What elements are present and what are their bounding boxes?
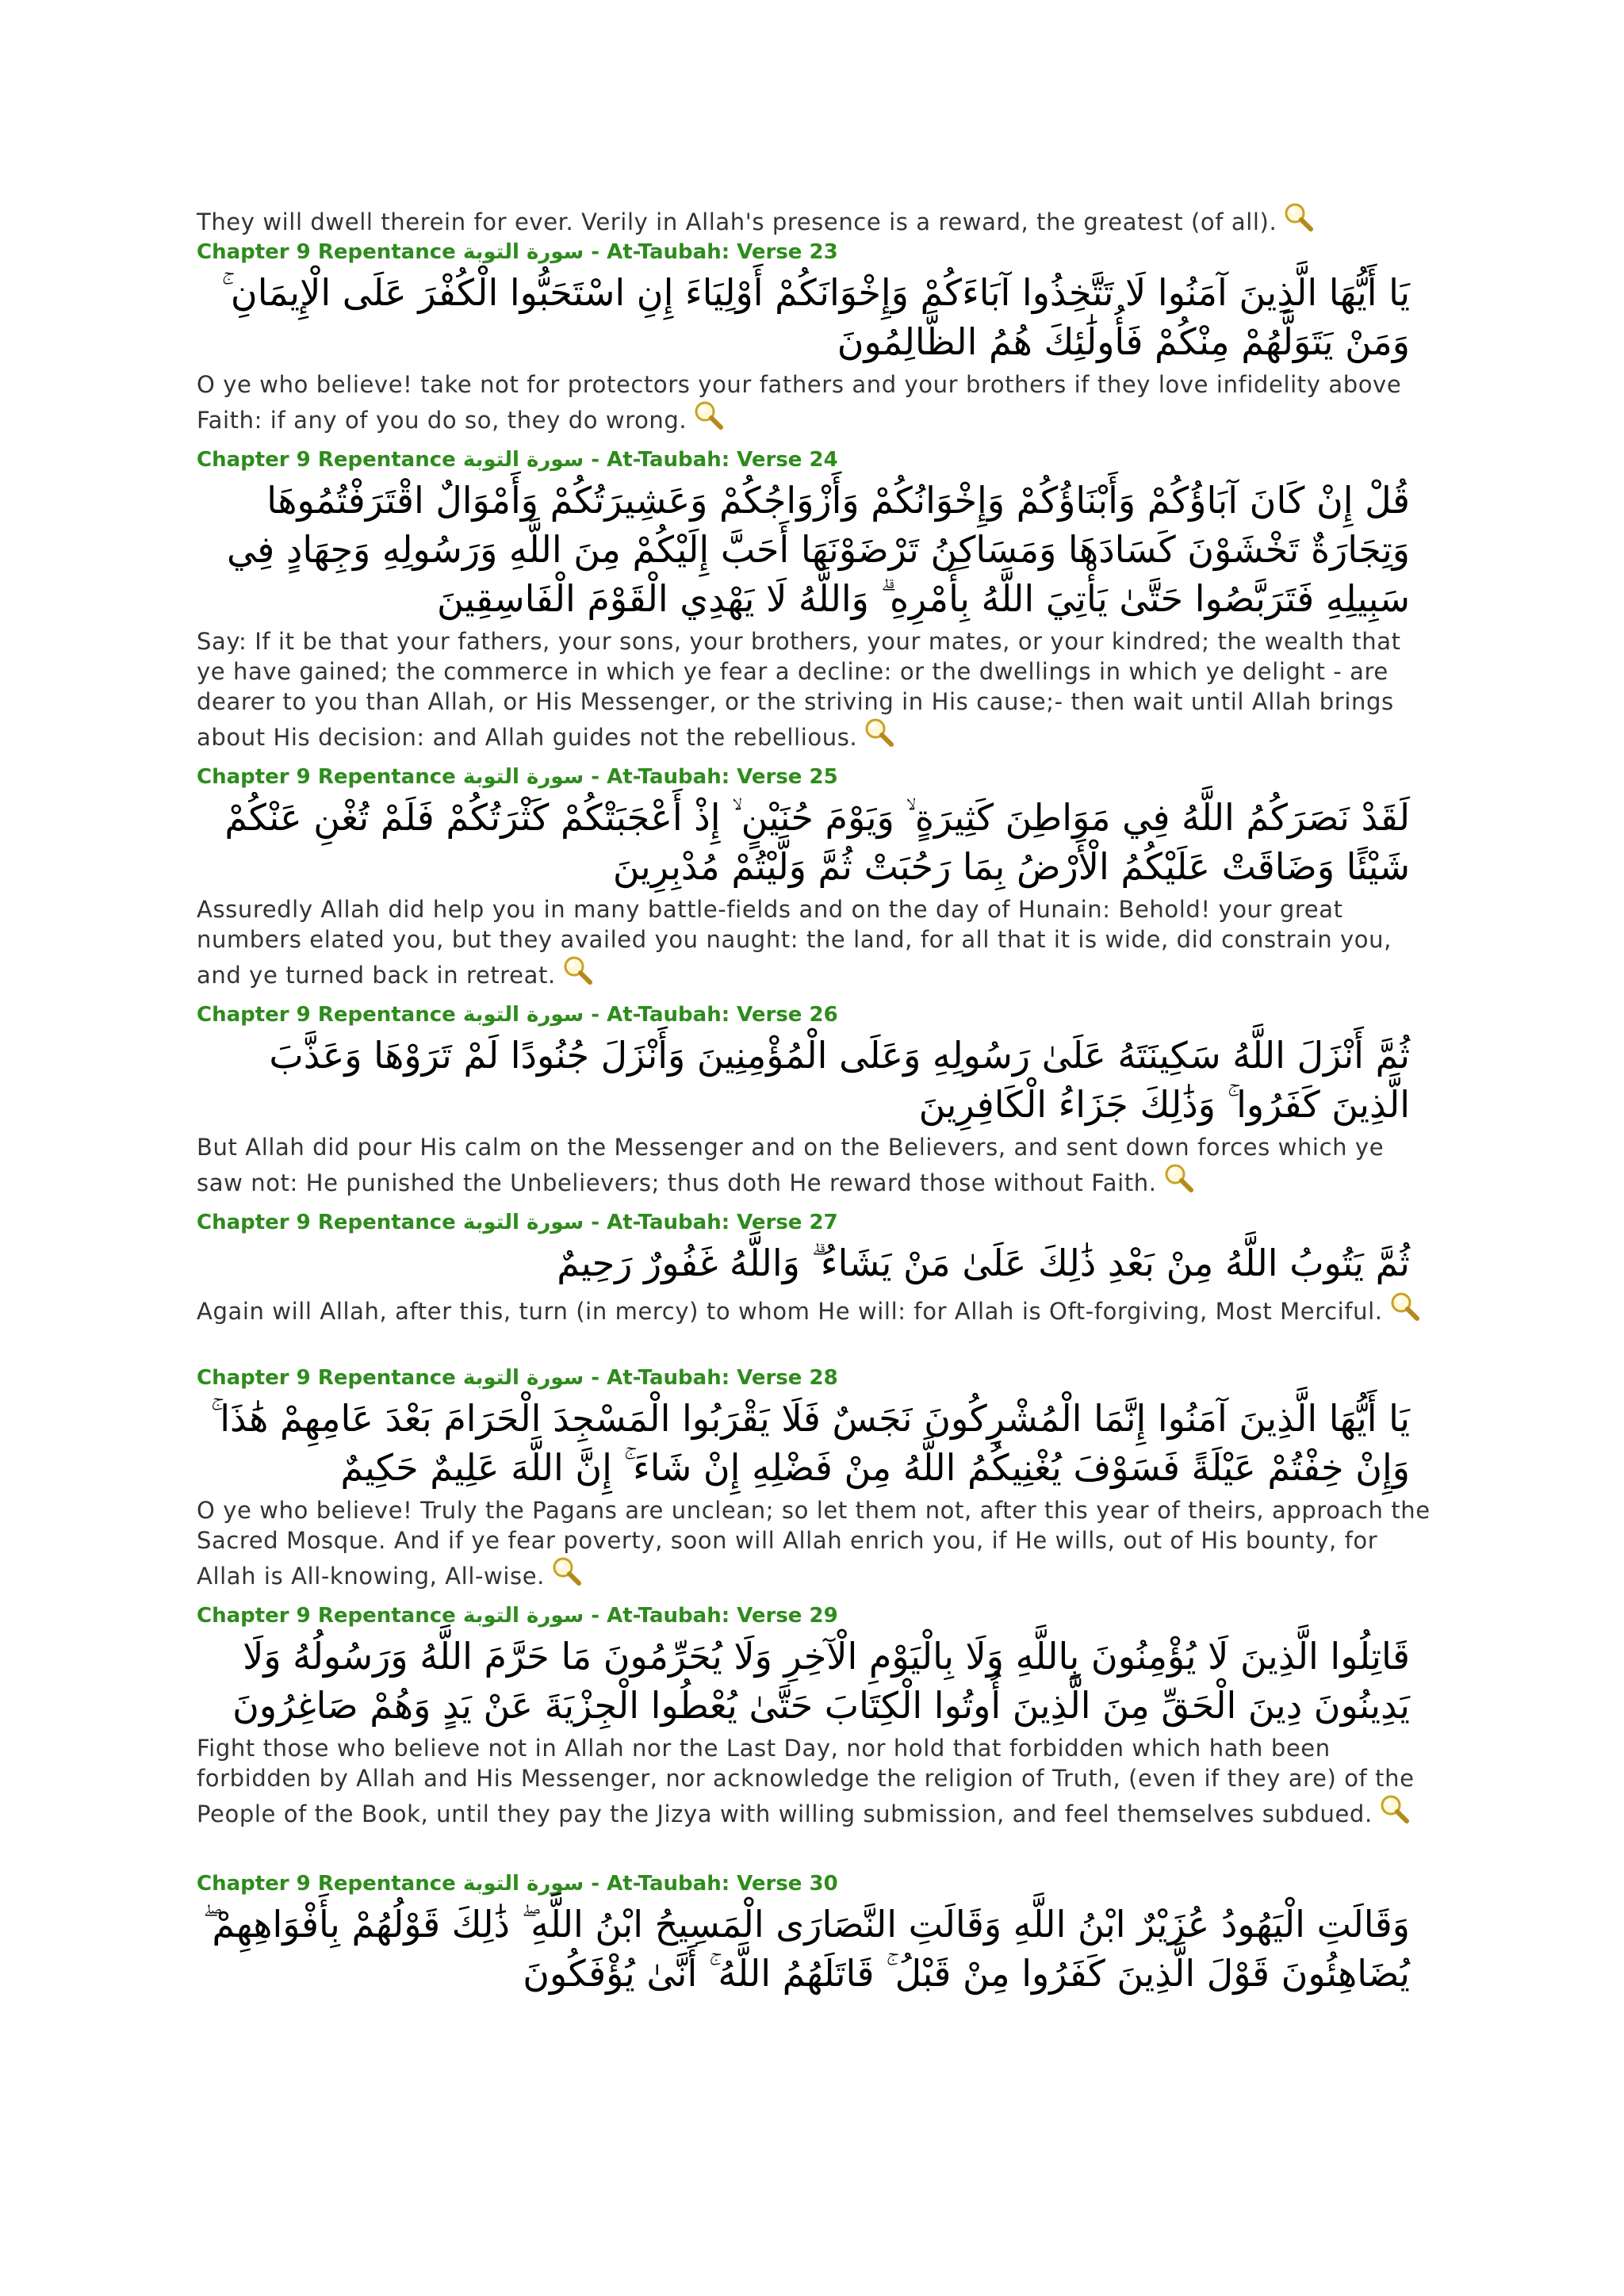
verse-translation [197, 1495, 1434, 1591]
magnifier-icon[interactable] [1163, 1162, 1195, 1194]
verse-block [197, 446, 1434, 752]
verse-block [197, 1208, 1434, 1326]
translation-text: Again will Allah, after this, turn (in mercy) to whom He will: for Allah is Oft-forgiving, Most Merciful. [197, 1298, 1383, 1325]
verse-reference: - At-Taubah: Verse 23 [591, 240, 838, 264]
chapter-label: Chapter 9 Repentance [197, 1604, 456, 1628]
magnifier-icon[interactable] [562, 955, 594, 986]
verse-translation [197, 1291, 1434, 1326]
translation-text: But Allah did pour His calm on the Messenger and on the Believers, and sent down forces which ye saw not: He punished the Unbelievers; thus doth He reward those without Faith. [197, 1134, 1385, 1196]
verse-reference: - At-Taubah: Verse 26 [591, 1003, 838, 1027]
verse-header [197, 238, 1434, 266]
verse-reference: - At-Taubah: Verse 25 [591, 765, 838, 789]
arabic-verse-text: قَاتِلُوا الَّذِينَ لَا يُؤْمِنُونَ بِاللَّهِ وَلَا بِالْيَوْمِ الْآخِرِ وَلَا يُحَرِّمُونَ مَا حَرَّمَ اللَّهُ وَرَسُولُهُ وَلَا يَدِينُونَ دِينَ الْحَقِّ مِنَ الَّذِينَ أُوتُوا الْكِتَابَ حَتَّىٰ يُعْطُوا الْجِزْيَةَ عَنْ يَدٍ وَهُمْ صَاغِرُونَ [232, 1635, 1410, 1727]
verse-header [197, 763, 1434, 791]
arabic-verse-text: يَا أَيُّهَا الَّذِينَ آمَنُوا إِنَّمَا الْمُشْرِكُونَ نَجَسٌ فَلَا يَقْرَبُوا الْمَسْجِدَ الْحَرَامَ بَعْدَ عَامِهِمْ هَٰذَا ۚ وَإِنْ خِفْتُمْ عَيْلَةً فَسَوْفَ يُغْنِيكُمُ اللَّهُ مِنْ فَضْلِهِ إِنْ شَاءَ ۚ إِنَّ اللَّهَ عَلِيمٌ حَكِيمٌ [210, 1397, 1410, 1489]
verse-translation [197, 1733, 1434, 1829]
chapter-label: Chapter 9 Repentance [197, 1003, 456, 1027]
verse-translation [197, 369, 1434, 435]
verse-block [197, 1001, 1434, 1198]
arabic-verse-text: يَا أَيُّهَا الَّذِينَ آمَنُوا لَا تَتَّخِذُوا آبَاءَكُمْ وَإِخْوَانَكُمْ أَوْلِيَاءَ إِنِ اسْتَحَبُّوا الْكُفْرَ عَلَى الْإِيمَانِ ۚ وَمَنْ يَتَوَلَّهُمْ مِنْكُمْ فَأُولَٰئِكَ هُمُ الظَّالِمُونَ [221, 271, 1410, 363]
surah-arabic-name: سورة التوبة [462, 240, 584, 264]
verse-22-translation [197, 201, 1434, 237]
arabic-verse-text: ثُمَّ يَتُوبُ اللَّهُ مِنْ بَعْدِ ذَٰلِكَ عَلَىٰ مَنْ يَشَاءُ ۗ وَاللَّهُ غَفُورٌ رَحِيمٌ [557, 1242, 1410, 1284]
verse-translation [197, 1132, 1434, 1198]
translation-text: Say: If it be that your fathers, your sons, your brothers, your mates, or your kindred; the wealth that ye have gained; the commerce in which ye fear a decline: or the dwellings in which ye delight - are dearer to you than Allah, or His Messenger, or the striving in His cause;- then wait until Allah brings about His decision: and Allah guides not the rebellious. [197, 628, 1401, 751]
verse-header [197, 1001, 1434, 1029]
verse-reference: - At-Taubah: Verse 27 [591, 1211, 838, 1234]
verse-block [197, 1601, 1434, 1829]
chapter-label: Chapter 9 Repentance [197, 448, 456, 472]
magnifier-icon[interactable] [864, 717, 895, 748]
translation-text: Fight those who believe not in Allah nor the Last Day, nor hold that forbidden which hath been forbidden by Allah and His Messenger, nor acknowledge the religion of Truth, (even if they are) of the People of the Book, until they pay the Jizya with willing submission, and feel themselves subdued. [197, 1735, 1415, 1827]
verse-header [197, 1601, 1434, 1630]
magnifier-icon[interactable] [693, 400, 725, 431]
magnifier-icon[interactable] [551, 1556, 583, 1587]
magnifier-icon[interactable] [1389, 1291, 1421, 1322]
chapter-label: Chapter 9 Repentance [197, 1872, 456, 1896]
chapter-label: Chapter 9 Repentance [197, 240, 456, 264]
surah-arabic-name: سورة التوبة [462, 1003, 584, 1027]
surah-arabic-name: سورة التوبة [462, 1366, 584, 1390]
verse-reference: - At-Taubah: Verse 29 [591, 1604, 838, 1628]
verse-translation [197, 894, 1434, 990]
translation-text: O ye who believe! Truly the Pagans are unclean; so let them not, after this year of theirs, approach the Sacred Mosque. And if ye fear poverty, soon will Allah enrich you, if He wills, out of His bounty, for Allah is All-knowing, All-wise. [197, 1497, 1431, 1590]
translation-text: Assuredly Allah did help you in many battle-fields and on the day of Hunain: Behold! your great numbers elated you, but they availed you naught: the land, for all that it is wide, did constrain you, and ye turned back in retreat. [197, 896, 1392, 989]
arabic-verse-text: لَقَدْ نَصَرَكُمُ اللَّهُ فِي مَوَاطِنَ كَثِيرَةٍ ۙ وَيَوْمَ حُنَيْنٍ ۙ إِذْ أَعْجَبَتْكُمْ كَثْرَتُكُمْ فَلَمْ تُغْنِ عَنْكُمْ شَيْئًا وَضَاقَتْ عَلَيْكُمُ الْأَرْضُ بِمَا رَحُبَتْ ثُمَّ وَلَّيْتُمْ مُدْبِرِينَ [224, 796, 1410, 888]
verse-header [197, 1869, 1434, 1898]
verse-translation [197, 626, 1434, 752]
verse-header [197, 446, 1434, 474]
verse-reference: - At-Taubah: Verse 28 [591, 1366, 838, 1390]
verse-header [197, 1364, 1434, 1392]
magnifier-icon[interactable] [1379, 1793, 1411, 1825]
verse-reference: - At-Taubah: Verse 24 [591, 448, 838, 472]
arabic-verse-text: ثُمَّ أَنْزَلَ اللَّهُ سَكِينَتَهُ عَلَىٰ رَسُولِهِ وَعَلَى الْمُؤْمِنِينَ وَأَنْزَلَ جُنُودًا لَمْ تَرَوْهَا وَعَذَّبَ الَّذِينَ كَفَرُوا ۚ وَذَٰلِكَ جَزَاءُ الْكَافِرِينَ [269, 1034, 1410, 1126]
chapter-label: Chapter 9 Repentance [197, 1366, 456, 1390]
verse-block [197, 1869, 1434, 1998]
verse-reference: - At-Taubah: Verse 30 [591, 1872, 838, 1896]
translation-text: O ye who believe! take not for protectors your fathers and your brothers if they love infidelity above Faith: if any of you do so, they do wrong. [197, 371, 1402, 434]
verse-header [197, 1208, 1434, 1237]
surah-arabic-name: سورة التوبة [462, 765, 584, 789]
verse-block [197, 763, 1434, 990]
chapter-label: Chapter 9 Repentance [197, 765, 456, 789]
surah-arabic-name: سورة التوبة [462, 1872, 584, 1896]
translation-text: They will dwell therein for ever. Verily in Allah's presence is a reward, the greatest (of all). [197, 209, 1277, 235]
verse-block [197, 238, 1434, 435]
surah-arabic-name: سورة التوبة [462, 448, 584, 472]
magnifier-icon[interactable] [1283, 201, 1315, 233]
chapter-label: Chapter 9 Repentance [197, 1211, 456, 1234]
arabic-verse-text: وَقَالَتِ الْيَهُودُ عُزَيْرٌ ابْنُ اللَّهِ وَقَالَتِ النَّصَارَى الْمَسِيحُ ابْنُ اللَّهِ ۖ ذَٰلِكَ قَوْلُهُمْ بِأَفْوَاهِهِمْ ۖ يُضَاهِئُونَ قَوْلَ الَّذِينَ كَفَرُوا مِنْ قَبْلُ ۚ قَاتَلَهُمُ اللَّهُ ۚ أَنَّىٰ يُؤْفَكُونَ [202, 1903, 1410, 1995]
verse-block [197, 1364, 1434, 1591]
surah-arabic-name: سورة التوبة [462, 1604, 584, 1628]
arabic-verse-text: قُلْ إِنْ كَانَ آبَاؤُكُمْ وَأَبْنَاؤُكُمْ وَإِخْوَانُكُمْ وَأَزْوَاجُكُمْ وَعَشِيرَتُكُمْ وَأَمْوَالٌ اقْتَرَفْتُمُوهَا وَتِجَارَةٌ تَخْشَوْنَ كَسَادَهَا وَمَسَاكِنُ تَرْضَوْنَهَا أَحَبَّ إِلَيْكُمْ مِنَ اللَّهِ وَرَسُولِهِ وَجِهَادٍ فِي سَبِيلِهِ فَتَرَبَّصُوا حَتَّىٰ يَأْتِيَ اللَّهُ بِأَمْرِهِ ۗ وَاللَّهُ لَا يَهْدِي الْقَوْمَ الْفَاسِقِينَ [226, 479, 1410, 620]
surah-arabic-name: سورة التوبة [462, 1211, 584, 1234]
